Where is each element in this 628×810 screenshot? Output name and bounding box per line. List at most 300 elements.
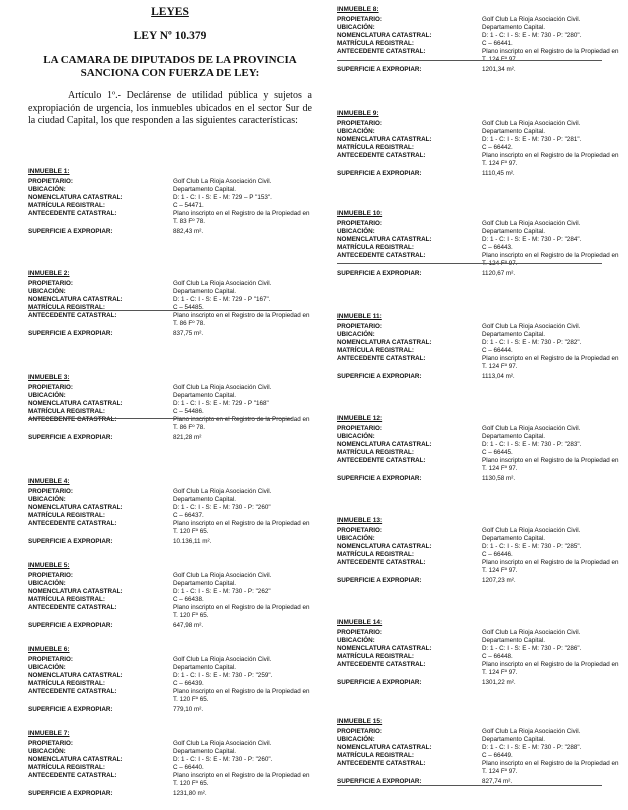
field-label-propietario: PROPIETARIO: bbox=[28, 572, 74, 579]
field-row-propietario bbox=[337, 629, 622, 637]
field-row-antecedente bbox=[28, 210, 312, 226]
field-row-superficie bbox=[337, 577, 622, 585]
field-label-ubicacion: UBICACIÓN: bbox=[337, 24, 375, 31]
field-label-propietario: PROPIETARIO: bbox=[28, 384, 74, 391]
inmueble-block bbox=[337, 415, 622, 483]
field-row-propietario bbox=[28, 656, 312, 664]
inmueble-title: INMUEBLE 11: bbox=[337, 313, 382, 320]
field-label-superficie: SUPERFICIE A EXPROPIAR: bbox=[28, 330, 113, 337]
field-value-nomenclatura: D: 1 - C: I - S: E - M: 730 - P: "283". bbox=[482, 441, 582, 448]
field-value-matricula: C – 54471. bbox=[173, 202, 204, 209]
field-value-antecedente: Plano inscripto en el Registro de la Propiedad en T. 124 Fº 97. bbox=[482, 48, 619, 63]
field-row-propietario bbox=[28, 280, 312, 288]
field-label-nomenclatura: NOMENCLATURA CATASTRAL: bbox=[28, 588, 123, 595]
field-row-ubicacion bbox=[28, 748, 312, 756]
field-label-nomenclatura: NOMENCLATURA CATASTRAL: bbox=[28, 194, 123, 201]
field-row-matricula bbox=[337, 40, 622, 48]
field-value-ubicacion: Departamento Capital. bbox=[173, 580, 237, 587]
field-value-propietario: Golf Club La Rioja Asociación Civil. bbox=[173, 178, 272, 185]
inmueble-title: INMUEBLE 10: bbox=[337, 210, 383, 217]
field-label-ubicacion: UBICACIÓN: bbox=[28, 496, 66, 503]
field-label-antecedente: ANTECEDENTE CATASTRAL: bbox=[337, 152, 426, 159]
field-label-propietario: PROPIETARIO: bbox=[28, 280, 74, 287]
inmueble-title: INMUEBLE 3: bbox=[28, 374, 70, 381]
field-label-antecedente: ANTECEDENTE CATASTRAL: bbox=[337, 457, 426, 464]
field-row-matricula bbox=[337, 449, 622, 457]
field-row-matricula bbox=[337, 653, 622, 661]
field-value-superficie: 827,74 m². bbox=[482, 778, 513, 785]
field-value-antecedente: Plano inscripto en el Registro de la Propiedad en T. 86 Fº 78. bbox=[173, 312, 310, 327]
field-value-ubicacion: Departamento Capital. bbox=[482, 128, 546, 135]
field-value-propietario: Golf Club La Rioja Asociación Civil. bbox=[173, 656, 272, 663]
field-value-antecedente: Plano inscripto en el Registro de la Propiedad en T. 120 Fº 65. bbox=[173, 604, 310, 619]
field-value-nomenclatura: D: 1 - C: I - S: E - M: 730 - P: "259". bbox=[173, 672, 273, 679]
field-label-superficie: SUPERFICIE A EXPROPIAR: bbox=[337, 475, 422, 482]
field-row-antecedente bbox=[337, 661, 622, 677]
divider bbox=[337, 785, 602, 786]
field-label-propietario: PROPIETARIO: bbox=[337, 120, 383, 127]
field-value-antecedente: Plano inscripto en el Registro de la Propiedad en T. 86 Fº 78. bbox=[173, 416, 310, 431]
inmueble-title: INMUEBLE 15: bbox=[337, 718, 383, 725]
field-label-antecedente: ANTECEDENTE CATASTRAL: bbox=[337, 661, 426, 668]
field-row-propietario bbox=[337, 220, 622, 228]
field-row-ubicacion bbox=[28, 580, 312, 588]
field-row-antecedente bbox=[28, 688, 312, 704]
field-value-nomenclatura: D: 1 - C: I - S: E - M: 730 - P: "284". bbox=[482, 236, 582, 243]
field-label-antecedente: ANTECEDENTE CATASTRAL: bbox=[28, 416, 117, 423]
field-value-antecedente: Plano inscripto en el Registro de la Propiedad en T. 124 Fº 97. bbox=[482, 152, 619, 167]
field-value-superficie: 1301,22 m². bbox=[482, 679, 516, 686]
field-row-nomenclatura bbox=[337, 543, 622, 551]
field-row-ubicacion bbox=[337, 228, 622, 236]
field-label-nomenclatura: NOMENCLATURA CATASTRAL: bbox=[28, 756, 123, 763]
field-value-superficie: 882,43 m². bbox=[173, 228, 204, 235]
field-value-ubicacion: Departamento Capital. bbox=[482, 331, 546, 338]
field-value-propietario: Golf Club La Rioja Asociación Civil. bbox=[173, 572, 272, 579]
field-value-propietario: Golf Club La Rioja Asociación Civil. bbox=[482, 16, 581, 23]
inmueble-title: INMUEBLE 1: bbox=[28, 168, 70, 175]
field-row-propietario bbox=[337, 16, 622, 24]
field-row-superficie bbox=[28, 706, 312, 714]
enacting-clause: LA CAMARA DE DIPUTADOS DE LA PROVINCIA SANCIONA CON FUERZA DE LEY: bbox=[43, 54, 297, 79]
field-label-antecedente: ANTECEDENTE CATASTRAL: bbox=[337, 559, 426, 566]
field-label-nomenclatura: NOMENCLATURA CATASTRAL: bbox=[28, 400, 123, 407]
field-value-propietario: Golf Club La Rioja Asociación Civil. bbox=[173, 740, 272, 747]
field-label-antecedente: ANTECEDENTE CATASTRAL: bbox=[28, 210, 117, 217]
field-value-propietario: Golf Club La Rioja Asociación Civil. bbox=[482, 527, 581, 534]
inmueble-title: INMUEBLE 14: bbox=[337, 619, 383, 626]
field-value-antecedente: Plano inscripto en el Registro de la Propiedad en T. 120 Fº 65. bbox=[173, 520, 310, 535]
field-label-propietario: PROPIETARIO: bbox=[28, 740, 74, 747]
field-row-superficie bbox=[28, 790, 312, 798]
field-row-matricula bbox=[28, 512, 312, 520]
field-row-propietario bbox=[28, 740, 312, 748]
field-label-nomenclatura: NOMENCLATURA CATASTRAL: bbox=[337, 32, 432, 39]
inmueble-block bbox=[337, 110, 622, 178]
field-value-ubicacion: Departamento Capital. bbox=[173, 496, 237, 503]
field-label-antecedente: ANTECEDENTE CATASTRAL: bbox=[337, 252, 426, 259]
field-value-matricula: C – 66446. bbox=[482, 551, 513, 558]
inmueble-title: INMUEBLE 4: bbox=[28, 478, 70, 485]
field-value-ubicacion: Departamento Capital. bbox=[482, 433, 546, 440]
field-row-antecedente bbox=[28, 604, 312, 620]
field-value-antecedente: Plano inscripto en el Registro de la Propiedad en T. 124 Fº 97. bbox=[482, 661, 619, 676]
field-label-ubicacion: UBICACIÓN: bbox=[28, 186, 66, 193]
field-row-nomenclatura bbox=[28, 296, 312, 304]
field-row-superficie bbox=[337, 679, 622, 687]
field-label-ubicacion: UBICACIÓN: bbox=[28, 664, 66, 671]
field-label-matricula: MATRÍCULA REGISTRAL: bbox=[28, 304, 105, 311]
field-label-matricula: MATRÍCULA REGISTRAL: bbox=[337, 144, 414, 151]
inmueble-block bbox=[28, 374, 312, 442]
field-row-nomenclatura bbox=[28, 400, 312, 408]
field-row-antecedente bbox=[337, 355, 622, 371]
field-row-superficie bbox=[28, 538, 312, 546]
inmueble-block bbox=[28, 562, 312, 630]
field-row-superficie bbox=[28, 330, 312, 338]
field-value-matricula: C – 66443. bbox=[482, 244, 513, 251]
field-row-propietario bbox=[337, 425, 622, 433]
article-1-text: Artículo 1º.- Declárense de utilidad pública y sujetos a expropiación de urgencia, los inmuebles ubicados en el sector Sur de la ciudad Capital, los que responden a las siguientes características: bbox=[28, 90, 312, 126]
field-label-propietario: PROPIETARIO: bbox=[337, 728, 383, 735]
field-row-antecedente bbox=[337, 48, 622, 64]
field-label-matricula: MATRÍCULA REGISTRAL: bbox=[337, 347, 414, 354]
field-label-nomenclatura: NOMENCLATURA CATASTRAL: bbox=[337, 543, 432, 550]
field-value-antecedente: Plano inscripto en el Registro de la Propiedad en T. 124 Fº 97. bbox=[482, 559, 619, 574]
field-value-propietario: Golf Club La Rioja Asociación Civil. bbox=[482, 120, 581, 127]
field-label-ubicacion: UBICACIÓN: bbox=[28, 748, 66, 755]
inmueble-title: INMUEBLE 5: bbox=[28, 562, 70, 569]
field-value-nomenclatura: D: 1 - C: I - S: E - M: 730 - P: "280". bbox=[482, 32, 582, 39]
inmueble-block bbox=[337, 517, 622, 585]
field-label-matricula: MATRÍCULA REGISTRAL: bbox=[28, 680, 105, 687]
field-row-ubicacion bbox=[28, 288, 312, 296]
field-row-propietario bbox=[337, 527, 622, 535]
field-label-antecedente: ANTECEDENTE CATASTRAL: bbox=[28, 604, 117, 611]
field-row-superficie bbox=[337, 170, 622, 178]
field-label-propietario: PROPIETARIO: bbox=[28, 488, 74, 495]
field-value-nomenclatura: D: 1 - C: I - S: E - M: 730 - P: "285". bbox=[482, 543, 582, 550]
field-value-ubicacion: Departamento Capital. bbox=[173, 664, 237, 671]
field-value-propietario: Golf Club La Rioja Asociación Civil. bbox=[173, 384, 272, 391]
left-column bbox=[28, 4, 312, 797]
field-row-matricula bbox=[28, 680, 312, 688]
field-value-propietario: Golf Club La Rioja Asociación Civil. bbox=[482, 425, 581, 432]
field-value-superficie: 1110,45 m². bbox=[482, 170, 515, 177]
field-row-antecedente bbox=[337, 457, 622, 473]
section-heading: LEYES bbox=[151, 6, 189, 18]
law-number: LEY Nº 10.379 bbox=[133, 30, 207, 42]
field-label-matricula: MATRÍCULA REGISTRAL: bbox=[337, 449, 414, 456]
field-row-superficie bbox=[28, 228, 312, 236]
field-label-nomenclatura: NOMENCLATURA CATASTRAL: bbox=[28, 296, 123, 303]
field-value-propietario: Golf Club La Rioja Asociación Civil. bbox=[482, 220, 581, 227]
field-row-propietario bbox=[337, 323, 622, 331]
field-value-ubicacion: Departamento Capital. bbox=[482, 228, 546, 235]
field-label-superficie: SUPERFICIE A EXPROPIAR: bbox=[28, 790, 113, 797]
field-row-nomenclatura bbox=[28, 672, 312, 680]
field-row-matricula bbox=[28, 764, 312, 772]
field-row-propietario bbox=[28, 572, 312, 580]
field-label-superficie: SUPERFICIE A EXPROPIAR: bbox=[337, 170, 422, 177]
field-value-matricula: C – 54485. bbox=[173, 304, 204, 311]
field-label-propietario: PROPIETARIO: bbox=[337, 629, 383, 636]
field-value-nomenclatura: D: 1 - C: I - S: E - M: 730 - P: "260" bbox=[173, 504, 271, 511]
field-value-nomenclatura: D: 1 - C: I - S: E - M: 730 - P: "260". bbox=[173, 756, 273, 763]
field-value-propietario: Golf Club La Rioja Asociación Civil. bbox=[173, 488, 272, 495]
field-label-nomenclatura: NOMENCLATURA CATASTRAL: bbox=[28, 672, 123, 679]
field-row-antecedente bbox=[337, 152, 622, 168]
divider bbox=[28, 418, 292, 419]
field-label-superficie: SUPERFICIE A EXPROPIAR: bbox=[337, 270, 422, 277]
field-row-antecedente bbox=[337, 252, 622, 268]
field-label-propietario: PROPIETARIO: bbox=[337, 16, 383, 23]
field-value-matricula: C – 66448. bbox=[482, 653, 513, 660]
field-label-matricula: MATRÍCULA REGISTRAL: bbox=[28, 596, 105, 603]
field-value-propietario: Golf Club La Rioja Asociación Civil. bbox=[482, 728, 581, 735]
field-value-antecedente: Plano inscripto en el Registro de la Propiedad en T. 120 Fº 65. bbox=[173, 688, 310, 703]
field-value-matricula: C – 66442. bbox=[482, 144, 513, 151]
field-value-ubicacion: Departamento Capital. bbox=[482, 535, 546, 542]
field-value-ubicacion: Departamento Capital. bbox=[173, 186, 237, 193]
field-value-antecedente: Plano inscripto en el Registro de la Propiedad en T. 124 Fº 97. bbox=[482, 760, 619, 775]
field-value-nomenclatura: D: 1 - C: I - S: E - M: 730 - P: "288". bbox=[482, 744, 582, 751]
field-label-superficie: SUPERFICIE A EXPROPIAR: bbox=[337, 373, 422, 380]
field-row-ubicacion bbox=[337, 535, 622, 543]
field-label-superficie: SUPERFICIE A EXPROPIAR: bbox=[28, 228, 113, 235]
field-label-superficie: SUPERFICIE A EXPROPIAR: bbox=[337, 778, 422, 785]
inmueble-block bbox=[28, 270, 312, 338]
field-label-antecedente: ANTECEDENTE CATASTRAL: bbox=[28, 312, 117, 319]
field-row-nomenclatura bbox=[337, 441, 622, 449]
field-label-superficie: SUPERFICIE A EXPROPIAR: bbox=[337, 577, 422, 584]
field-value-ubicacion: Departamento Capital. bbox=[173, 288, 237, 295]
field-label-antecedente: ANTECEDENTE CATASTRAL: bbox=[337, 48, 426, 55]
field-row-ubicacion bbox=[28, 664, 312, 672]
field-row-ubicacion bbox=[28, 496, 312, 504]
divider bbox=[28, 310, 292, 311]
field-row-matricula bbox=[28, 596, 312, 604]
field-row-ubicacion bbox=[337, 433, 622, 441]
field-label-superficie: SUPERFICIE A EXPROPIAR: bbox=[337, 66, 422, 73]
field-value-matricula: C – 66439. bbox=[173, 680, 204, 687]
field-label-nomenclatura: NOMENCLATURA CATASTRAL: bbox=[337, 339, 432, 346]
field-label-ubicacion: UBICACIÓN: bbox=[28, 288, 66, 295]
field-row-ubicacion bbox=[337, 736, 622, 744]
field-value-matricula: C – 66440. bbox=[173, 764, 204, 771]
field-value-propietario: Golf Club La Rioja Asociación Civil. bbox=[173, 280, 272, 287]
field-row-ubicacion bbox=[337, 128, 622, 136]
field-label-propietario: PROPIETARIO: bbox=[337, 323, 383, 330]
field-value-nomenclatura: D: 1 - C: I - S: E - M: 729 - P "168" bbox=[173, 400, 269, 407]
inmueble-block bbox=[337, 718, 622, 786]
field-row-matricula bbox=[28, 408, 312, 416]
field-value-matricula: C – 66437. bbox=[173, 512, 204, 519]
field-label-propietario: PROPIETARIO: bbox=[28, 178, 74, 185]
field-label-ubicacion: UBICACIÓN: bbox=[28, 580, 66, 587]
field-row-nomenclatura bbox=[337, 136, 622, 144]
field-row-ubicacion bbox=[337, 24, 622, 32]
field-row-antecedente bbox=[337, 760, 622, 776]
field-value-superficie: 1231,80 m². bbox=[173, 790, 207, 797]
field-row-matricula bbox=[337, 347, 622, 355]
field-label-matricula: MATRÍCULA REGISTRAL: bbox=[337, 752, 414, 759]
field-row-ubicacion bbox=[337, 331, 622, 339]
field-row-ubicacion bbox=[28, 186, 312, 194]
field-row-nomenclatura bbox=[337, 744, 622, 752]
field-label-matricula: MATRÍCULA REGISTRAL: bbox=[337, 40, 414, 47]
field-row-antecedente bbox=[28, 772, 312, 788]
field-label-ubicacion: UBICACIÓN: bbox=[28, 392, 66, 399]
field-value-ubicacion: Departamento Capital. bbox=[482, 637, 546, 644]
field-label-superficie: SUPERFICIE A EXPROPIAR: bbox=[28, 706, 113, 713]
field-value-superficie: 1130,58 m². bbox=[482, 475, 516, 482]
field-row-propietario bbox=[28, 178, 312, 186]
field-row-superficie bbox=[28, 434, 312, 442]
field-value-superficie: 1207,23 m². bbox=[482, 577, 516, 584]
field-label-matricula: MATRÍCULA REGISTRAL: bbox=[28, 512, 105, 519]
field-row-matricula bbox=[337, 551, 622, 559]
field-row-nomenclatura bbox=[28, 504, 312, 512]
field-value-superficie: 1201,34 m². bbox=[482, 66, 516, 73]
field-value-matricula: C – 66438. bbox=[173, 596, 204, 603]
field-label-antecedente: ANTECEDENTE CATASTRAL: bbox=[337, 355, 426, 362]
field-value-nomenclatura: D: 1 - C: I - S: E - M: 729 – P "153". bbox=[173, 194, 272, 201]
field-label-nomenclatura: NOMENCLATURA CATASTRAL: bbox=[28, 504, 123, 511]
inmueble-title: INMUEBLE 12: bbox=[337, 415, 383, 422]
field-row-superficie bbox=[28, 622, 312, 630]
field-row-nomenclatura bbox=[337, 236, 622, 244]
field-value-superficie: 779,10 m². bbox=[173, 706, 204, 713]
field-label-matricula: MATRÍCULA REGISTRAL: bbox=[337, 653, 414, 660]
field-label-antecedente: ANTECEDENTE CATASTRAL: bbox=[28, 688, 117, 695]
field-label-superficie: SUPERFICIE A EXPROPIAR: bbox=[28, 538, 113, 545]
field-value-superficie: 1120,67 m². bbox=[482, 270, 516, 277]
inmueble-block bbox=[28, 646, 312, 714]
inmueble-block bbox=[337, 313, 622, 381]
field-value-matricula: C – 66441. bbox=[482, 40, 513, 47]
field-label-superficie: SUPERFICIE A EXPROPIAR: bbox=[337, 679, 422, 686]
field-label-antecedente: ANTECEDENTE CATASTRAL: bbox=[337, 760, 426, 767]
field-row-matricula bbox=[337, 144, 622, 152]
field-label-nomenclatura: NOMENCLATURA CATASTRAL: bbox=[337, 744, 432, 751]
inmueble-block bbox=[337, 619, 622, 687]
inmueble-block bbox=[28, 730, 312, 798]
field-row-nomenclatura bbox=[337, 32, 622, 40]
inmueble-title: INMUEBLE 9: bbox=[337, 110, 379, 117]
field-value-antecedente: Plano inscripto en el Registro de la Propiedad en T. 120 Fº 65. bbox=[173, 772, 310, 787]
field-value-ubicacion: Departamento Capital. bbox=[482, 736, 546, 743]
field-label-antecedente: ANTECEDENTE CATASTRAL: bbox=[28, 520, 117, 527]
field-label-superficie: SUPERFICIE A EXPROPIAR: bbox=[28, 434, 113, 441]
divider bbox=[337, 60, 602, 61]
field-value-antecedente: Plano inscripto en el Registro de la Propiedad en T. 124 Fº 97. bbox=[482, 252, 619, 267]
field-label-nomenclatura: NOMENCLATURA CATASTRAL: bbox=[337, 441, 432, 448]
field-value-antecedente: Plano inscripto en el Registro de la Propiedad en T. 83 Fº 78. bbox=[173, 210, 310, 225]
inmueble-block bbox=[337, 210, 622, 278]
field-label-ubicacion: UBICACIÓN: bbox=[337, 331, 375, 338]
field-row-superficie bbox=[337, 373, 622, 381]
field-value-superficie: 10.136,11 m². bbox=[173, 538, 212, 545]
field-label-matricula: MATRÍCULA REGISTRAL: bbox=[337, 551, 414, 558]
field-value-nomenclatura: D: 1 - C: I - S: E - M: 730 - P: "262" bbox=[173, 588, 271, 595]
field-label-nomenclatura: NOMENCLATURA CATASTRAL: bbox=[337, 236, 432, 243]
field-label-antecedente: ANTECEDENTE CATASTRAL: bbox=[28, 772, 117, 779]
field-row-nomenclatura bbox=[337, 339, 622, 347]
field-value-ubicacion: Departamento Capital. bbox=[173, 748, 237, 755]
field-row-matricula bbox=[28, 202, 312, 210]
field-value-antecedente: Plano inscripto en el Registro de la Propiedad en T. 124 Fº 97. bbox=[482, 457, 619, 472]
field-row-nomenclatura bbox=[28, 756, 312, 764]
field-value-superficie: 1113,04 m². bbox=[482, 373, 515, 380]
field-label-nomenclatura: NOMENCLATURA CATASTRAL: bbox=[337, 645, 432, 652]
field-label-superficie: SUPERFICIE A EXPROPIAR: bbox=[28, 622, 113, 629]
field-row-matricula bbox=[337, 244, 622, 252]
field-label-ubicacion: UBICACIÓN: bbox=[337, 736, 375, 743]
field-row-superficie bbox=[337, 475, 622, 483]
inmueble-block bbox=[28, 478, 312, 546]
inmueble-block bbox=[28, 168, 312, 236]
field-row-matricula bbox=[337, 752, 622, 760]
field-label-nomenclatura: NOMENCLATURA CATASTRAL: bbox=[337, 136, 432, 143]
field-row-antecedente bbox=[28, 312, 312, 328]
field-row-superficie bbox=[337, 66, 622, 74]
field-value-matricula: C – 66449. bbox=[482, 752, 513, 759]
field-label-ubicacion: UBICACIÓN: bbox=[337, 535, 375, 542]
field-value-matricula: C – 66445. bbox=[482, 449, 513, 456]
inmueble-title: INMUEBLE 7: bbox=[28, 730, 70, 737]
inmueble-title: INMUEBLE 8: bbox=[337, 6, 379, 13]
divider bbox=[337, 263, 602, 264]
inmueble-title: INMUEBLE 13: bbox=[337, 517, 383, 524]
field-value-nomenclatura: D: 1 - C: I - S: E - M: 729 - P "167". bbox=[173, 296, 271, 303]
field-value-nomenclatura: D: 1 - C: I - S: E - M: 730 - P: "282". bbox=[482, 339, 582, 346]
inmueble-title: INMUEBLE 6: bbox=[28, 646, 70, 653]
inmueble-block bbox=[337, 6, 622, 74]
field-label-propietario: PROPIETARIO: bbox=[337, 527, 383, 534]
field-row-propietario bbox=[337, 120, 622, 128]
field-value-matricula: C – 54486. bbox=[173, 408, 204, 415]
field-label-ubicacion: UBICACIÓN: bbox=[337, 228, 375, 235]
field-value-superficie: 647,98 m². bbox=[173, 622, 204, 629]
field-row-antecedente bbox=[28, 520, 312, 536]
field-row-nomenclatura bbox=[28, 194, 312, 202]
field-label-ubicacion: UBICACIÓN: bbox=[337, 637, 375, 644]
field-row-propietario bbox=[28, 488, 312, 496]
field-value-ubicacion: Departamento Capital. bbox=[482, 24, 546, 31]
field-value-matricula: C – 66444. bbox=[482, 347, 513, 354]
field-label-matricula: MATRÍCULA REGISTRAL: bbox=[28, 408, 105, 415]
field-label-matricula: MATRÍCULA REGISTRAL: bbox=[337, 244, 414, 251]
field-value-propietario: Golf Club La Rioja Asociación Civil. bbox=[482, 323, 581, 330]
field-row-propietario bbox=[28, 384, 312, 392]
field-row-ubicacion bbox=[28, 392, 312, 400]
field-label-matricula: MATRÍCULA REGISTRAL: bbox=[28, 764, 105, 771]
field-label-propietario: PROPIETARIO: bbox=[337, 425, 383, 432]
field-row-superficie bbox=[337, 270, 622, 278]
field-row-propietario bbox=[337, 728, 622, 736]
field-label-ubicacion: UBICACIÓN: bbox=[337, 433, 375, 440]
field-value-propietario: Golf Club La Rioja Asociación Civil. bbox=[482, 629, 581, 636]
field-value-ubicacion: Departamento Capital. bbox=[173, 392, 237, 399]
field-row-nomenclatura bbox=[337, 645, 622, 653]
field-label-ubicacion: UBICACIÓN: bbox=[337, 128, 375, 135]
field-row-ubicacion bbox=[337, 637, 622, 645]
field-row-nomenclatura bbox=[28, 588, 312, 596]
field-label-propietario: PROPIETARIO: bbox=[28, 656, 74, 663]
field-value-superficie: 837,75 m². bbox=[173, 330, 204, 337]
field-value-antecedente: Plano inscripto en el Registro de la Propiedad en T. 124 Fº 97. bbox=[482, 355, 619, 370]
